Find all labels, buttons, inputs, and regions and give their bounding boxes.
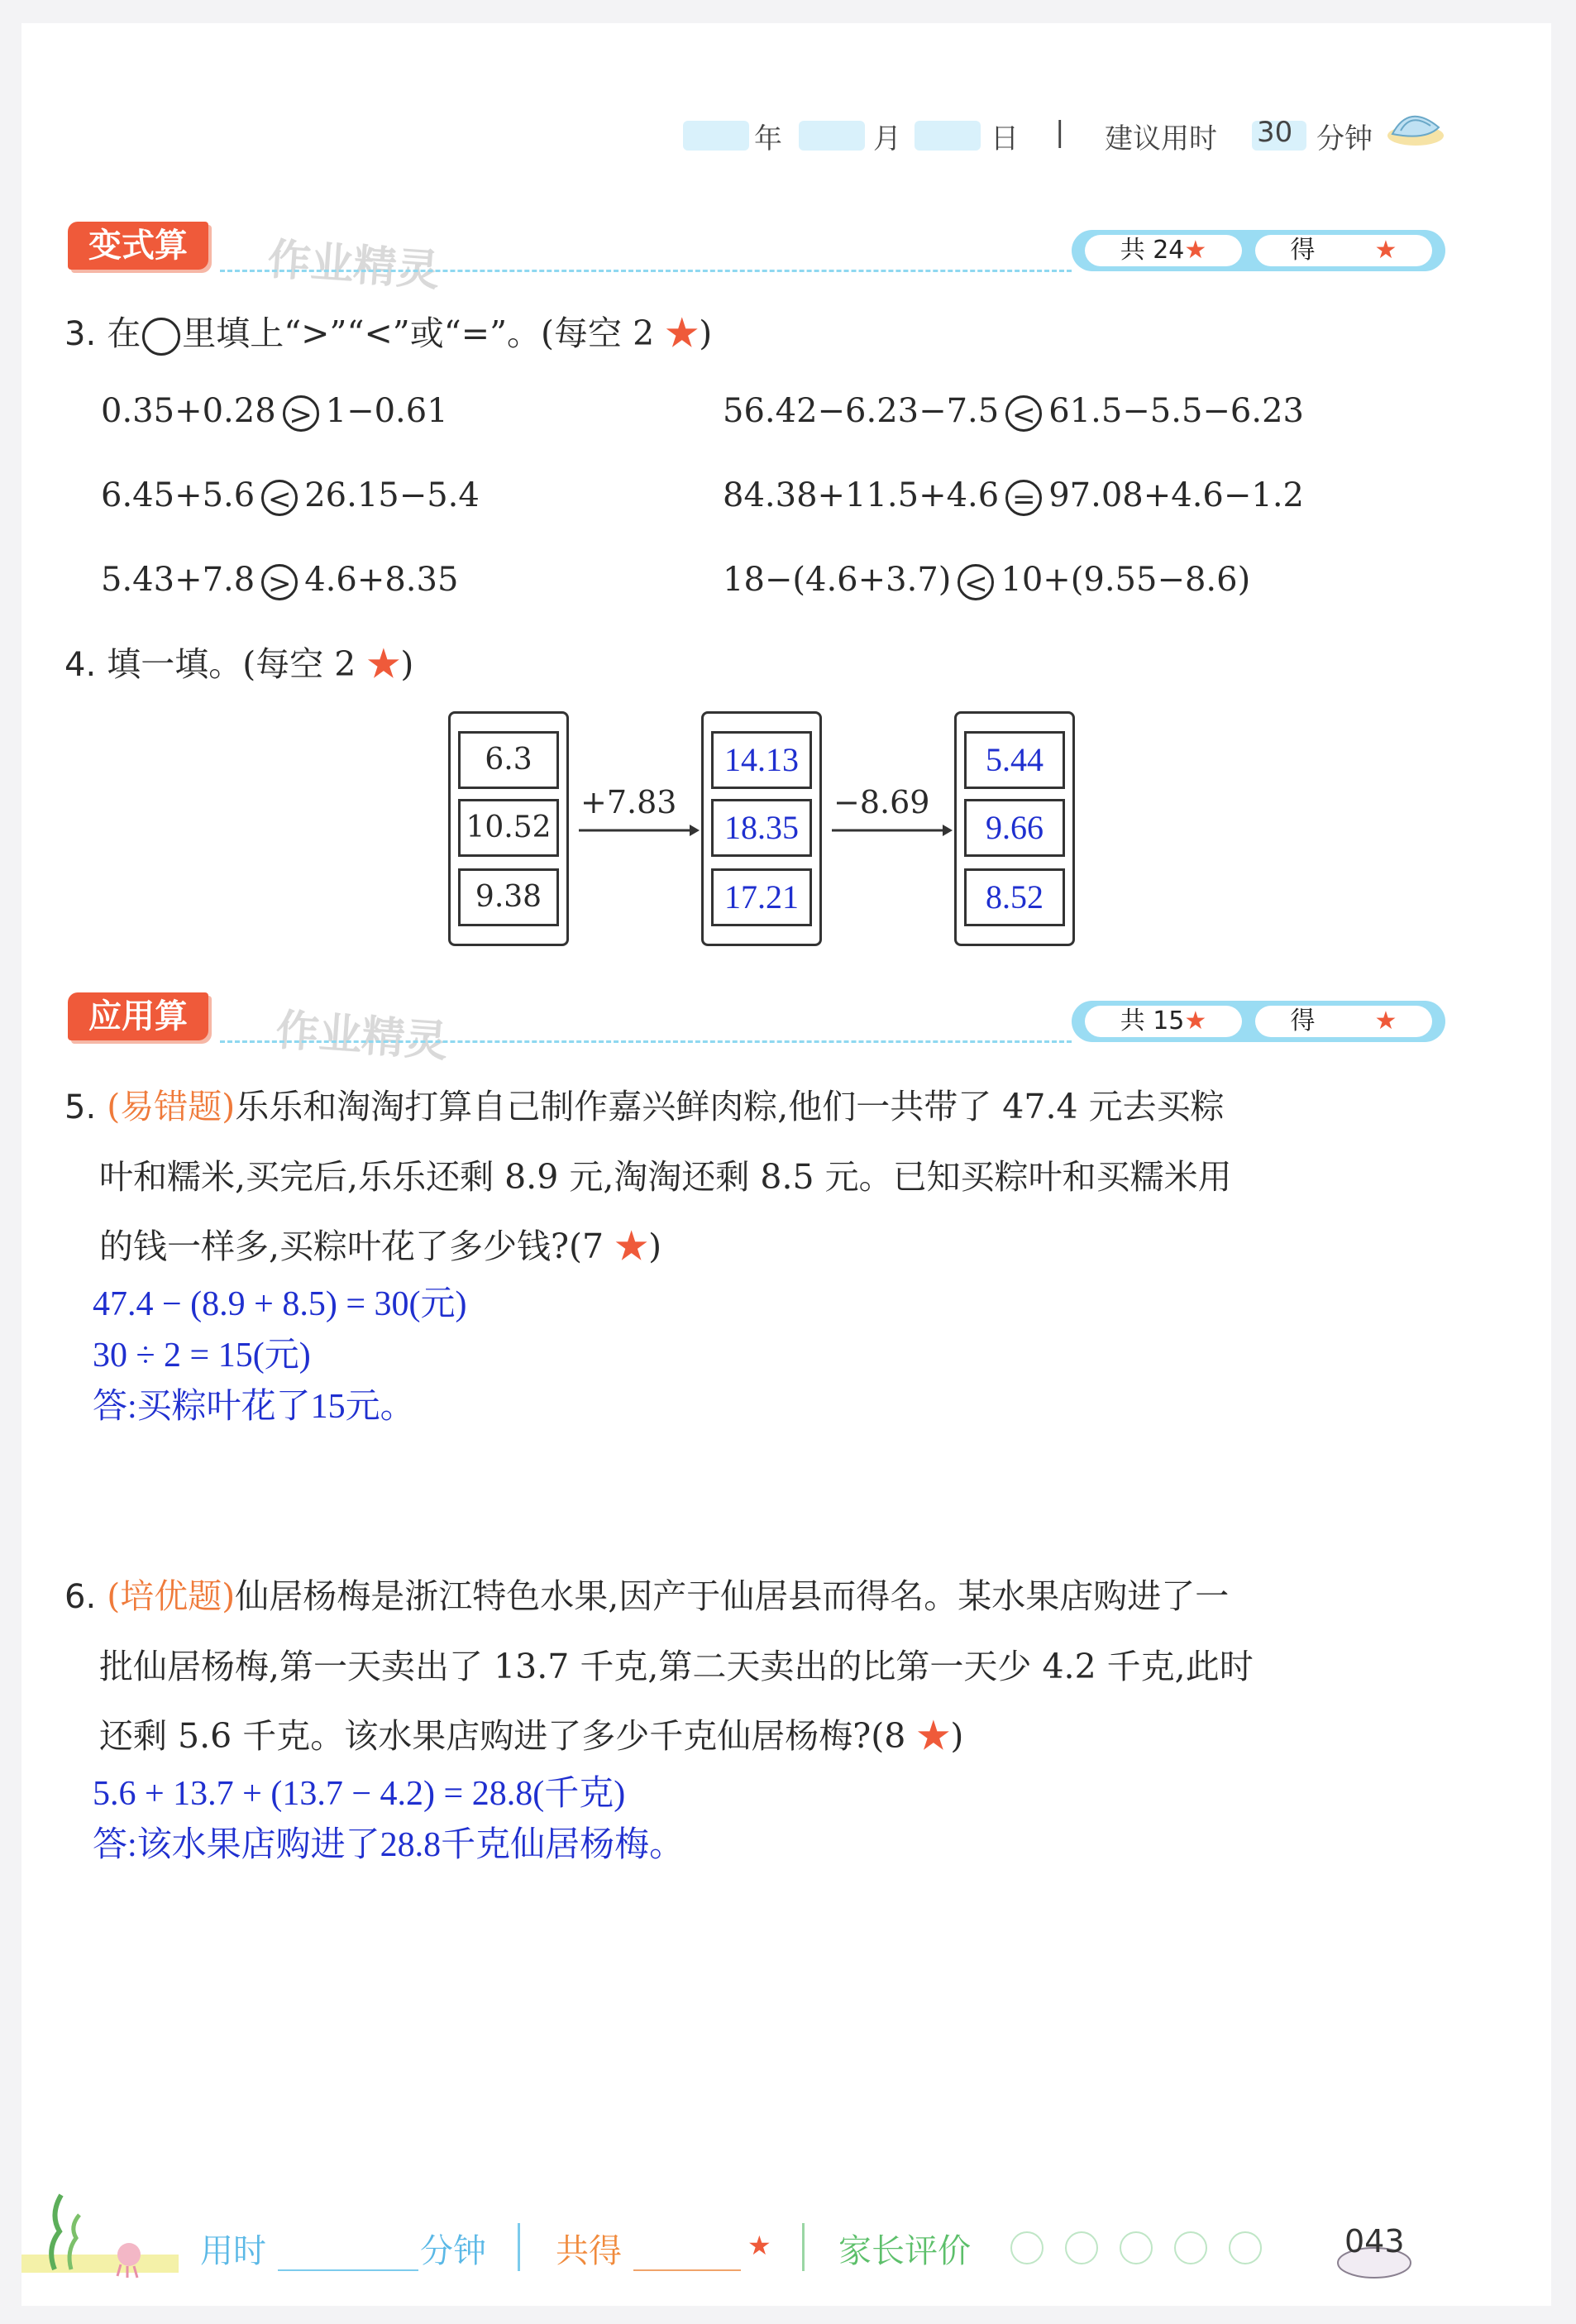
earned-score-label: 得: [1290, 1007, 1316, 1035]
footer-score-label: 共得: [556, 2232, 622, 2270]
q6-tag: (培优题): [107, 1576, 236, 1616]
column-2-answer[interactable]: 18.35: [711, 799, 812, 857]
answer-line: 5.6 + 13.7 + (13.7 − 4.2) = 28.8(千克): [93, 1775, 626, 1813]
column-3-answer[interactable]: 8.52: [964, 868, 1065, 926]
star-icon: ★: [366, 644, 401, 684]
earned-score: [1255, 235, 1432, 266]
answer-circle[interactable]: >: [261, 564, 298, 600]
star-icon: ★: [1374, 1007, 1397, 1035]
answer-line: 答:该水果店购进了28.8千克仙居杨梅。: [93, 1826, 685, 1864]
q4-prompt: [64, 640, 413, 689]
expr-left: 18−(4.6+3.7): [723, 561, 952, 599]
shell-icon: [1384, 103, 1447, 152]
score-pill: [1072, 1001, 1445, 1042]
star-icon: ★: [1184, 1007, 1207, 1035]
section-title-yingyongsuan: 应用算: [68, 992, 208, 1040]
q3-prompt-b: 里填上“>”“<”或“=”。(每空 2: [182, 313, 655, 353]
q5-line-3: [64, 1212, 1454, 1281]
section-divider: [220, 1040, 1072, 1043]
answer-line: 30 ÷ 2 = 15(元): [93, 1337, 311, 1375]
suggest-label: 建议用时: [1105, 122, 1217, 155]
star-icon: ★: [747, 2230, 771, 2261]
arrow-right-icon: [577, 822, 701, 839]
expr-right: 1−0.61: [325, 392, 448, 430]
watermark: 作业精灵: [265, 234, 442, 297]
q3-row-3-left: [101, 561, 458, 600]
column-3-answer[interactable]: 9.66: [964, 799, 1065, 857]
expr-left: 5.43+7.8: [101, 561, 256, 599]
expr-right: 61.5−5.5−6.23: [1048, 392, 1304, 430]
year-blank[interactable]: [683, 121, 749, 151]
q3-row-2-right: [723, 476, 1304, 516]
total-score: [1085, 1006, 1242, 1037]
year-label: 年: [754, 122, 782, 155]
column-1-cell: 9.38: [458, 868, 559, 926]
total-score-label: 共 15: [1120, 1007, 1185, 1035]
q5-line-3-end: ): [648, 1227, 662, 1266]
operation-2-label: −8.69: [833, 784, 930, 820]
q6-line-1: [64, 1561, 1454, 1632]
worksheet-page: [21, 23, 1551, 2306]
month-blank[interactable]: [799, 121, 865, 151]
page-number: 043: [1344, 2223, 1405, 2259]
star-icon: ★: [1184, 236, 1207, 265]
q3-row-1-right: [723, 392, 1304, 432]
q5-line-2: 叶和糯米,买完后,乐乐还剩 8.9 元,淘淘还剩 8.5 元。已知买粽叶和买糯米用: [99, 1157, 1232, 1197]
q6-number: 6.: [64, 1578, 97, 1616]
footer-divider: [802, 2223, 805, 2271]
column-1-cell: 6.3: [458, 731, 559, 789]
expr-right: 4.6+8.35: [304, 561, 459, 599]
smiley-icon[interactable]: [1065, 2231, 1098, 2264]
column-2-answer[interactable]: 14.13: [711, 731, 812, 789]
time-blank[interactable]: [278, 2269, 418, 2271]
footer-minutes-label: 分钟: [420, 2232, 486, 2270]
star-icon: ★: [614, 1227, 649, 1266]
earned-score: [1255, 1006, 1432, 1037]
smiley-icon[interactable]: [1229, 2231, 1262, 2264]
q4-prompt-end: ): [400, 644, 414, 684]
q6-line-3-end: ): [950, 1716, 964, 1756]
score-pill: [1072, 230, 1445, 271]
month-label: 月: [873, 122, 901, 155]
earned-score-label: 得: [1290, 236, 1316, 265]
section-title-bianshisuan: 变式算: [68, 222, 208, 270]
q3-prompt-end: ): [699, 313, 713, 353]
q3-row-3-right: [723, 561, 1250, 600]
score-blank[interactable]: [633, 2269, 741, 2271]
arrow-right-icon: [830, 822, 954, 839]
q3-number: 3.: [64, 315, 97, 353]
total-score: [1085, 235, 1242, 266]
smiley-icon[interactable]: [1010, 2231, 1044, 2264]
answer-line: 答:买粽叶花了15元。: [93, 1388, 415, 1426]
expr-left: 0.35+0.28: [101, 392, 276, 430]
total-score-label: 共 24: [1120, 236, 1185, 265]
q3-prompt-a: 在: [107, 313, 141, 353]
footer-parent-label: 家长评价: [838, 2232, 971, 2270]
expr-left: 6.45+5.6: [101, 476, 256, 514]
day-label: 日: [991, 122, 1019, 155]
smiley-icon[interactable]: [1120, 2231, 1153, 2264]
day-blank[interactable]: [915, 121, 981, 151]
q5-line-1: [64, 1072, 1454, 1142]
q6-line-3: [64, 1701, 1454, 1771]
q5-number: 5.: [64, 1088, 97, 1126]
q5-line-1-text: 乐乐和淘淘打算自己制作嘉兴鲜肉粽,他们一共带了 47.4 元去买粽: [235, 1087, 1225, 1126]
q3-row-2-left: [101, 476, 480, 516]
answer-circle[interactable]: <: [1005, 395, 1042, 432]
answer-line: 47.4 − (8.9 + 8.5) = 30(元): [93, 1285, 467, 1323]
smiley-icon[interactable]: [1174, 2231, 1207, 2264]
column-1-cell: 10.52: [458, 799, 559, 857]
q5-tag: (易错题): [107, 1087, 236, 1126]
expr-right: 10+(9.55−8.6): [1001, 561, 1251, 599]
watermark: 作业精灵: [274, 1005, 450, 1068]
column-3-answer[interactable]: 5.44: [964, 731, 1065, 789]
q4-prompt-text: 填一填。(每空 2: [107, 644, 356, 684]
q3-row-1-left: [101, 392, 448, 432]
q6-line-1-text: 仙居杨梅是浙江特色水果,因产于仙居县而得名。某水果店购进了一: [235, 1576, 1230, 1616]
q3-prompt: [64, 309, 712, 358]
suggest-minutes: 30: [1257, 116, 1293, 149]
q5-text: [64, 1072, 1454, 1281]
expr-left: 56.42−6.23−7.5: [723, 392, 1000, 430]
q6-line-2: 批仙居杨梅,第一天卖出了 13.7 千克,第二天卖出的比第一天少 4.2 千克,此时: [99, 1647, 1254, 1686]
expr-left: 84.38+11.5+4.6: [723, 476, 1000, 514]
answer-circle[interactable]: >: [283, 395, 319, 432]
star-icon: ★: [665, 313, 700, 353]
q6-answer[interactable]: [93, 1768, 684, 1871]
operation-1-label: +7.83: [580, 784, 677, 820]
star-icon: ★: [1374, 236, 1397, 265]
section-divider: [220, 270, 1072, 272]
column-2-answer[interactable]: 17.21: [711, 868, 812, 926]
q5-line-3-text: 的钱一样多,买粽叶花了多少钱?(7: [99, 1227, 604, 1266]
q6-text: [64, 1561, 1454, 1771]
q4-number: 4.: [64, 646, 97, 684]
star-icon: ★: [916, 1716, 951, 1756]
seaweed-jellyfish-icon: [21, 2190, 179, 2281]
minutes-label: 分钟: [1316, 122, 1373, 155]
answer-circle[interactable]: <: [261, 480, 298, 516]
circle-icon: [142, 318, 180, 356]
expr-right: 97.08+4.6−1.2: [1048, 476, 1304, 514]
q5-answer[interactable]: [93, 1279, 467, 1432]
answer-circle[interactable]: <: [958, 564, 994, 600]
expr-right: 26.15−5.4: [304, 476, 480, 514]
footer-time-label: 用时: [200, 2232, 266, 2270]
answer-circle[interactable]: =: [1005, 480, 1042, 516]
header-separator: |: [1055, 116, 1065, 149]
footer-divider: [518, 2223, 520, 2271]
q6-line-3-text: 还剩 5.6 千克。该水果店购进了多少千克仙居杨梅?(8: [99, 1716, 906, 1756]
